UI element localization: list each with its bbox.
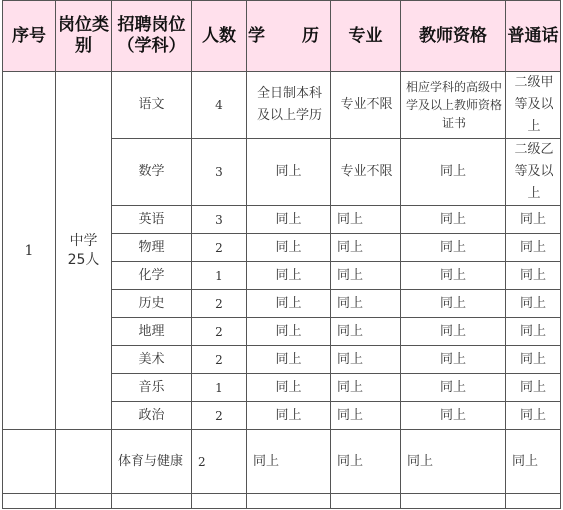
- mandarin-cell: 同上: [506, 374, 561, 402]
- qualification-cell: 同上: [401, 290, 506, 318]
- qualification-cell: 同上: [401, 234, 506, 262]
- header-position: 招聘岗位（学科）: [112, 1, 192, 72]
- subject-cell: 历史: [112, 290, 192, 318]
- education-cell: 同上: [247, 290, 331, 318]
- blank-cell: [192, 494, 247, 509]
- header-count: 人数: [192, 1, 247, 72]
- group-seq-empty: [3, 430, 56, 494]
- major-cell: 同上: [331, 318, 401, 346]
- education-cell: 同上: [247, 234, 331, 262]
- subject-cell: 美术: [112, 346, 192, 374]
- count-cell: 2: [192, 290, 247, 318]
- subject-cell: 地理: [112, 318, 192, 346]
- blank-cell: [331, 494, 401, 509]
- qualification-cell: 同上: [401, 346, 506, 374]
- education-cell: 同上: [247, 374, 331, 402]
- header-major: 专业: [331, 1, 401, 72]
- header-education: 学 历: [247, 1, 331, 72]
- major-cell: 同上: [331, 346, 401, 374]
- qualification-cell: 同上: [401, 430, 506, 494]
- education-cell: 同上: [247, 402, 331, 430]
- mandarin-cell: 同上: [506, 430, 561, 494]
- count-cell: 2: [192, 430, 247, 494]
- blank-cell: [3, 494, 56, 509]
- education-cell: 同上: [247, 318, 331, 346]
- count-cell: 4: [192, 72, 247, 139]
- qualification-cell: 相应学科的高级中学及以上教师资格证书: [401, 72, 506, 139]
- blank-cell: [112, 494, 192, 509]
- count-cell: 3: [192, 139, 247, 206]
- count-cell: 1: [192, 374, 247, 402]
- education-cell: 同上: [247, 139, 331, 206]
- mandarin-cell: 同上: [506, 318, 561, 346]
- subject-cell: 数学: [112, 139, 192, 206]
- blank-cell: [506, 494, 561, 509]
- subject-cell: 化学: [112, 262, 192, 290]
- major-cell: 同上: [331, 374, 401, 402]
- major-cell: 同上: [331, 402, 401, 430]
- mandarin-cell: 同上: [506, 402, 561, 430]
- qualification-cell: 同上: [401, 262, 506, 290]
- qualification-cell: 同上: [401, 402, 506, 430]
- mandarin-cell: 同上: [506, 234, 561, 262]
- count-cell: 2: [192, 318, 247, 346]
- major-cell: 专业不限: [331, 72, 401, 139]
- table-header-row: [3, 1, 561, 72]
- qualification-cell: 同上: [401, 206, 506, 234]
- education-cell: 同上: [247, 206, 331, 234]
- recruitment-table: [2, 0, 561, 509]
- major-cell: 同上: [331, 206, 401, 234]
- header-category: 岗位类别: [56, 1, 112, 72]
- subject-cell: 体育与健康: [112, 430, 192, 494]
- subject-cell: 政治: [112, 402, 192, 430]
- count-cell: 1: [192, 262, 247, 290]
- education-cell: 同上: [247, 346, 331, 374]
- education-cell: 同上: [247, 430, 331, 494]
- qualification-cell: 同上: [401, 139, 506, 206]
- major-cell: 同上: [331, 234, 401, 262]
- group-seq: 1: [3, 72, 56, 430]
- major-cell: 同上: [331, 430, 401, 494]
- group-category-empty: [56, 430, 112, 494]
- education-cell: 全日制本科及以上学历: [247, 72, 331, 139]
- qualification-cell: 同上: [401, 318, 506, 346]
- education-cell: 同上: [247, 262, 331, 290]
- subject-cell: 音乐: [112, 374, 192, 402]
- group-category: 中学 25人: [56, 72, 112, 430]
- mandarin-cell: 同上: [506, 290, 561, 318]
- count-cell: 2: [192, 234, 247, 262]
- qualification-cell: 同上: [401, 374, 506, 402]
- mandarin-cell: 同上: [506, 346, 561, 374]
- mandarin-cell: 二级甲等及以上: [506, 72, 561, 139]
- mandarin-cell: 同上: [506, 206, 561, 234]
- count-cell: 2: [192, 346, 247, 374]
- header-seq: 序号: [3, 1, 56, 72]
- mandarin-cell: 同上: [506, 262, 561, 290]
- header-qualification: 教师资格: [401, 1, 506, 72]
- major-cell: 同上: [331, 290, 401, 318]
- table-row: [3, 430, 561, 494]
- major-cell: 专业不限: [331, 139, 401, 206]
- mandarin-cell: 二级乙等及以上: [506, 139, 561, 206]
- blank-cell: [401, 494, 506, 509]
- count-cell: 2: [192, 402, 247, 430]
- subject-cell: 英语: [112, 206, 192, 234]
- blank-cell: [56, 494, 112, 509]
- subject-cell: 语文: [112, 72, 192, 139]
- count-cell: 3: [192, 206, 247, 234]
- table-row: [3, 72, 561, 139]
- subject-cell: 物理: [112, 234, 192, 262]
- header-mandarin: 普通话: [506, 1, 561, 72]
- major-cell: 同上: [331, 262, 401, 290]
- table-row-partial: [3, 494, 561, 509]
- blank-cell: [247, 494, 331, 509]
